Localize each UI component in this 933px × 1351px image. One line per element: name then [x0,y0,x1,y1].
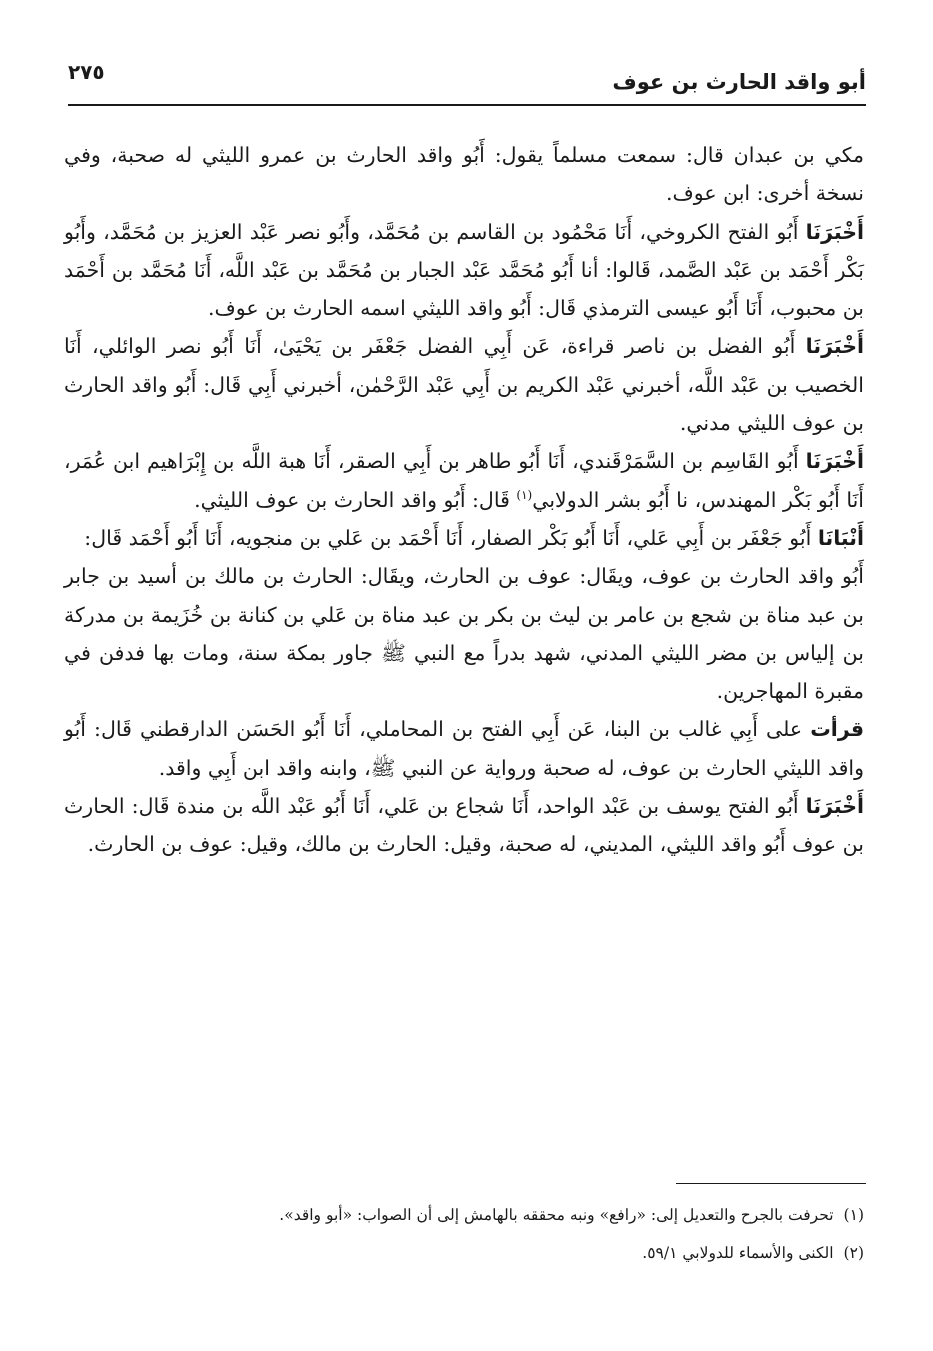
footnotes [120,1196,864,1272]
footnote-number: (٢) [843,1244,864,1262]
transmission-keyword: أَخْبَرَنَا [805,794,864,819]
paragraph [64,519,864,557]
paragraph [64,442,864,519]
paragraph-text: أَبُو القَاسِم بن السَّمَرْقَندي، أَنَا أَبُو طاهر بن أَبِي الصقر، أَنَا هبة اللَّه بن إِبْرَاهيم ابن عُمَر، أَنَا أَبُو بَكْر المهندس، نا أَبُو بشر الدولابي [64,449,864,512]
paragraph [64,327,864,442]
paragraph-text: أَبُو الفضل بن ناصر قراءة، عَن أَبِي الفضل جَعْفَر بن يَحْيَىٰ، أَنَا أَبُو نصر الوائلي، أَنَا الخصيب بن عَبْد اللَّه، أخبرني عَبْد الكريم بن أَبِي عَبْد الرَّحْمٰن، أخبرني أَبِي قَال: أَبُو واقد الحارث بن عوف الليثي مدني. [64,334,864,436]
paragraph [64,136,864,213]
header-rule [68,104,866,106]
paragraph-text: أَبُو الفتح الكروخي، أَنَا مَحْمُود بن القاسم بن مُحَمَّد، وأَبُو نصر عَبْد العزيز بن مُحَمَّد، وأَبُو بَكْر أَحْمَد بن عَبْد الصَّمد، قَالوا: أنا أَبُو مُحَمَّد عَبْد الجبار بن مُحَمَّد بن عَبْد اللَّه، أَنَا مُحَمَّد بن أَحْمَد بن محبوب، أَنَا أَبُو عيسى الترمذي قَال: أَبُو واقد الليثي اسمه الحارث بن عوف. [64,219,864,321]
paragraph [64,787,864,864]
paragraph [64,710,864,787]
footnote-separator [676,1183,866,1184]
page-number: ٢٧٥ [68,60,105,84]
footnote-number: (١) [843,1206,864,1224]
paragraph-text: أَبُو جَعْفَر بن أَبِي عَلي، أَنَا أَبُو بَكْر الصفار، أَنَا أَحْمَد بن عَلي بن منجويه، أَنَا أَبُو أَحْمَد قَال: [84,525,818,550]
paragraph-text: أَبُو واقد الحارث بن عوف، ويقَال: عوف بن الحارث، ويقَال: الحارث بن مالك بن أسيد بن جابر بن عبد مناة بن شجع بن عامر بن ليث بن بكر بن عبد مناة بن عَلي بن كنانة بن خُزَيمة بن مدركة بن إلياس بن مضر الليثي المدني، شهد بدراً مع النبي ﷺ جاور بمكة سنة، ومات بها فدفن في مقبرة المهاجرين. [64,564,864,704]
running-title: أبو واقد الحارث بن عوف [612,70,866,94]
paragraph-text: على أَبِي غالب بن البنا، عَن أَبِي الفتح بن المحاملي، أَنَا أَبُو الحَسَن الدارقطني قَال: أَبُو واقد الليثي الحارث بن عوف، له صحبة ورواية عن النبي ﷺ، وابنه واقد ابن أَبِي واقد. [64,717,864,780]
footnote [120,1234,864,1272]
transmission-keyword: قرأت [810,717,864,742]
transmission-keyword: أَخْبَرَنَا [805,219,864,244]
footnote-text: الكنى والأسماء للدولابي ٥٩/١. [642,1244,834,1262]
transmission-keyword: أَنْبَانَا [817,525,864,550]
paragraph [64,213,864,328]
transmission-keyword: أَخْبَرَنَا [805,449,864,474]
footnote-reference: (١) [516,487,533,502]
page-header [68,58,866,102]
paragraph-text: أَبُو الفتح يوسف بن عَبْد الواحد، أَنَا شجاع بن عَلي، أَنَا أَبُو عَبْد اللَّه بن مندة قَال: الحارث بن عوف أَبُو واقد الليثي، المديني، له صحبة، وقيل: الحارث بن مالك، وقيل: عوف بن الحارث. [64,794,864,857]
footnote-text: تحرفت بالجرح والتعديل إلى: «رافع» ونبه محققه بالهامش إلى أن الصواب: «أبو واقد». [279,1206,834,1224]
paragraph [64,557,864,710]
paragraph-text-continued: قَال: أَبُو واقد الحارث بن عوف الليثي. [194,487,517,512]
footnote [120,1196,864,1234]
transmission-keyword: أَخْبَرَنَا [805,334,864,359]
paragraph-text: مكي بن عبدان قال: سمعت مسلماً يقول: أَبُو واقد الحارث بن عمرو الليثي له صحبة، وفي نسخة أخرى: ابن عوف. [64,143,864,206]
main-text [64,136,864,864]
